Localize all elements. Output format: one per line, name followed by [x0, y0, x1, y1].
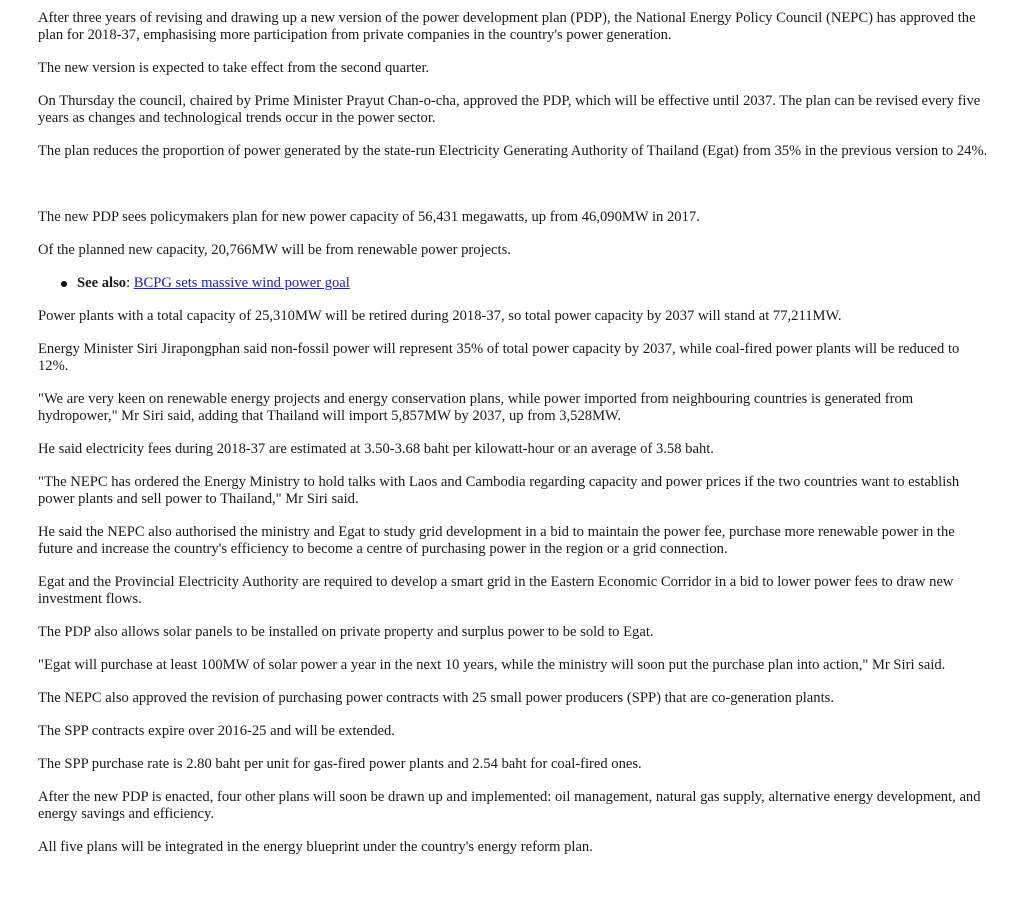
see-also-label: See also: [77, 275, 127, 291]
paragraph-electricity-fees: He said electricity fees during 2018-37 are estimated at 3.50-3.68 baht per kilowatt-hour or an average of 3.58 baht.: [38, 441, 714, 457]
paragraph-non-fossil: Energy Minister Siri Jirapongphan said non-fossil power will represent 35% of total power capacity by 2037, while coal-fired power plants will be reduced to 12%.: [38, 341, 960, 374]
paragraph-solar-purchase-quote: "Egat will purchase at least 100MW of solar power a year in the next 10 years, while the ministry will soon put the purchase plan into action," Mr Siri said.: [38, 657, 946, 673]
paragraph-spp-contracts: The SPP contracts expire over 2016-25 and will be extended.: [38, 723, 395, 739]
paragraph-spp-revision: The NEPC also approved the revision of purchasing power contracts with 25 small power producers (SPP) that are co-generation plants.: [38, 690, 834, 706]
paragraph-energy-blueprint: All five plans will be integrated in the energy blueprint under the country's energy reform plan.: [38, 839, 593, 855]
see-also-separator: :: [126, 275, 134, 291]
paragraph-spp-rate: The SPP purchase rate is 2.80 baht per unit for gas-fired power plants and 2.54 baht for coal-fired ones.: [38, 756, 642, 772]
paragraph-renewable-quote: "We are very keen on renewable energy projects and energy conservation plans, while power imported from neighbouring countries is generated from hydropower," Mr Siri said, adding that Thailand will import 5,857MW by 2037, up from 3,528MW.: [38, 391, 914, 424]
paragraph-council-approval: On Thursday the council, chaired by Prime Minister Prayut Chan-o-cha, approved the PDP, which will be effective until 2037. The plan can be revised every five years as changes and technological trends occur in the power sector.: [38, 93, 981, 126]
paragraph-other-plans: After the new PDP is enacted, four other plans will soon be drawn up and implemented: oil management, natural gas supply, alternative energy development, and energy savings and efficiency.: [38, 789, 981, 822]
paragraph-grid-development: He said the NEPC also authorised the ministry and Egat to study grid development in a bid to maintain the power fee, purchase more renewable power in the future and increase the country's efficiency to become a centre of purchasing power in the region or a grid connection.: [38, 524, 955, 557]
paragraph-solar-panels: The PDP also allows solar panels to be installed on private property and surplus power to be sold to Egat.: [38, 624, 654, 640]
paragraph-effective-date: The new version is expected to take effect from the second quarter.: [38, 60, 430, 76]
paragraph-smart-grid: Egat and the Provincial Electricity Authority are required to develop a smart grid in the Eastern Economic Corridor in a bid to lower power fees to draw new investment flows.: [38, 574, 954, 607]
see-also-list: [38, 275, 988, 292]
paragraph-laos-cambodia: "The NEPC has ordered the Energy Ministry to hold talks with Laos and Cambodia regarding capacity and power prices if the two countries want to establish power plants and sell power to Thailand," Mr Siri said.: [38, 474, 960, 507]
paragraph-new-capacity: The new PDP sees policymakers plan for new power capacity of 56,431 megawatts, up from 46,090MW in 2017.: [38, 209, 700, 225]
see-also-item: [77, 275, 988, 292]
paragraph-renewable-capacity: Of the planned new capacity, 20,766MW will be from renewable power projects.: [38, 242, 511, 258]
paragraph-pdp-approved: After three years of revising and drawing up a new version of the power development plan (PDP), the National Energy Policy Council (NEPC) has approved the plan for 2018-37, emphasising more participation from private companies in the country's power generation.: [38, 10, 976, 43]
see-also-link[interactable]: BCPG sets massive wind power goal: [133, 275, 350, 291]
paragraph-egat-proportion: The plan reduces the proportion of power generated by the state-run Electricity Generating Authority of Thailand (Egat) from 35% in the previous version to 24%.: [38, 143, 988, 159]
paragraph-retired-capacity: Power plants with a total capacity of 25,310MW will be retired during 2018-37, so total power capacity by 2037 will stand at 77,211MW.: [38, 308, 842, 324]
